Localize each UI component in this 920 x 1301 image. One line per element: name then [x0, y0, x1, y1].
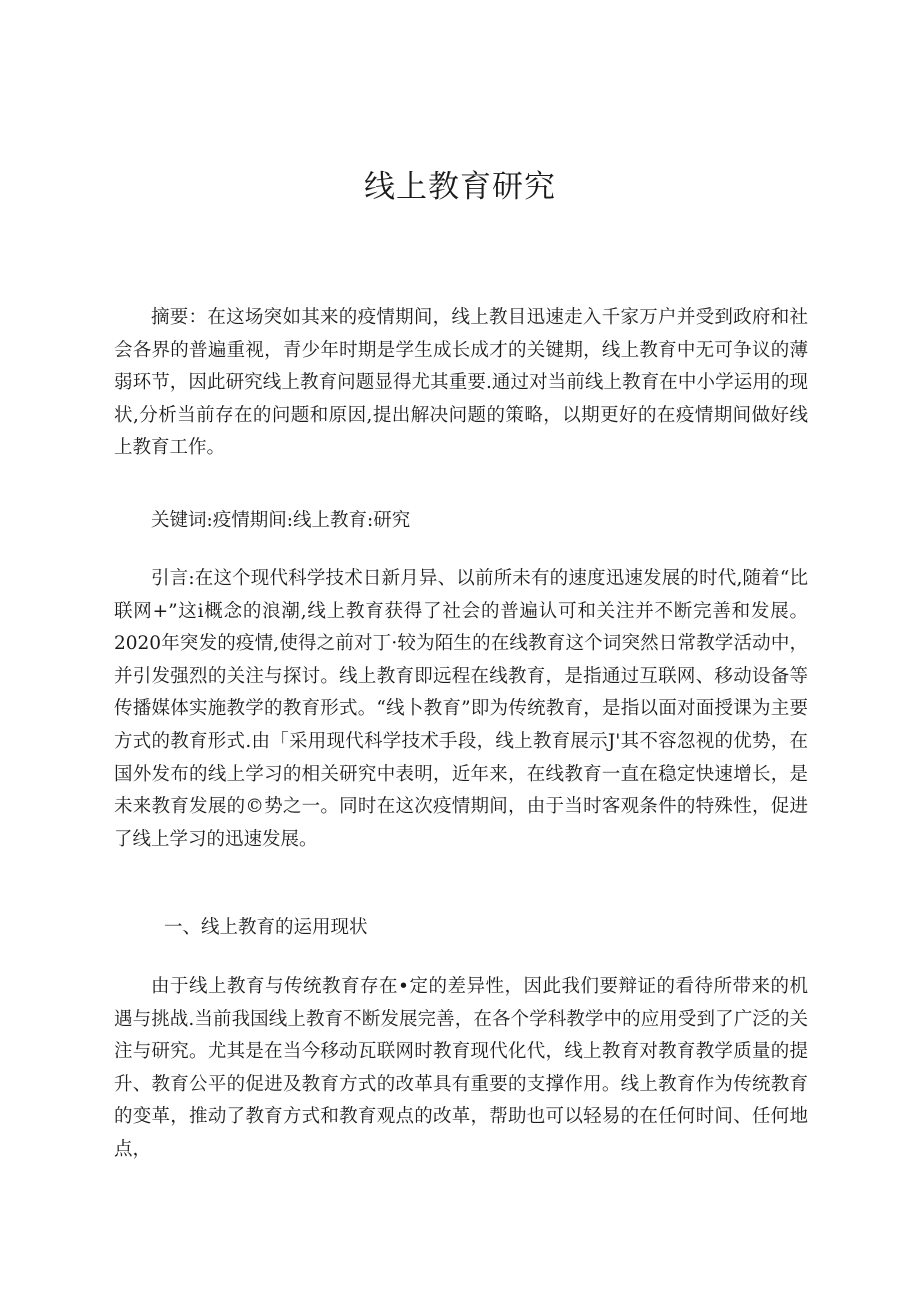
- introduction-paragraph: 引言:在这个现代科学技术日新月异、以前所未有的速度迅速发展的时代,随着“比联网+”这i概念的浪潮,线上教育获得了社会的普遍认可和关注并不断完善和发展。2020年突发的疫情,使得之前对丁·较为陌生的在线教育这个词突然日常教学活动中，并引发强烈的关注与探讨。线上教育即远程在线教育，是指通过互联网、移动设备等传播媒体实施教学的教育形式。“线卜教育”即为传统教育，是指以面对面授课为主要方式的教育形式.由「采用现代科学技术手段，线上教育展示J'其不容忽视的优势，在国外发布的线上学习的相关研究中表明，近年来，在线教育一直在稳定快速增长，是未来教育发展的©势之一。同时在这次疫情期间，由于当时客观条件的特殊性，促进了线上学习的迅速发展。: [114, 568, 808, 850]
- abstract-paragraph: 摘要：在这场突如其来的疫情期间，线上教目迅速走入千家万户并受到政府和社会各界的普遍重视，青少年时期是学生成长成才的关键期，线上教育中无可争议的薄弱环节，因此研究线上教育问题显得尤其重要.通过对当前线上教育在中小学运用的现状,分析当前存在的问题和原因,提出解决问题的策略，以期更好的在疫情期间做好线上教育工作。: [114, 307, 808, 459]
- section-heading: 一、线上教育的运用现状: [164, 917, 368, 938]
- page-title: 线上教育研究: [364, 169, 556, 205]
- keywords-line: 关键词:疫情期间:线上教育:研究: [151, 510, 411, 531]
- section-body-paragraph: 由于线上教育与传统教育存在•定的差异性，因此我们要辩证的看待所带来的机遇与挑战.当前我国线上教育不断发展完善，在各个学科教学中的应用受到了广泛的关注与研究。尤其是在当今移动瓦联网时教育现代化代，线上教育对教育教学质量的提升、教育公平的促进及教育方式的改革具有重要的支撑作用。线上教育作为传统教育的变革，推动了教育方式和教育观点的改革，帮助也可以轻易的在任何时间、任何地点，: [114, 976, 808, 1160]
